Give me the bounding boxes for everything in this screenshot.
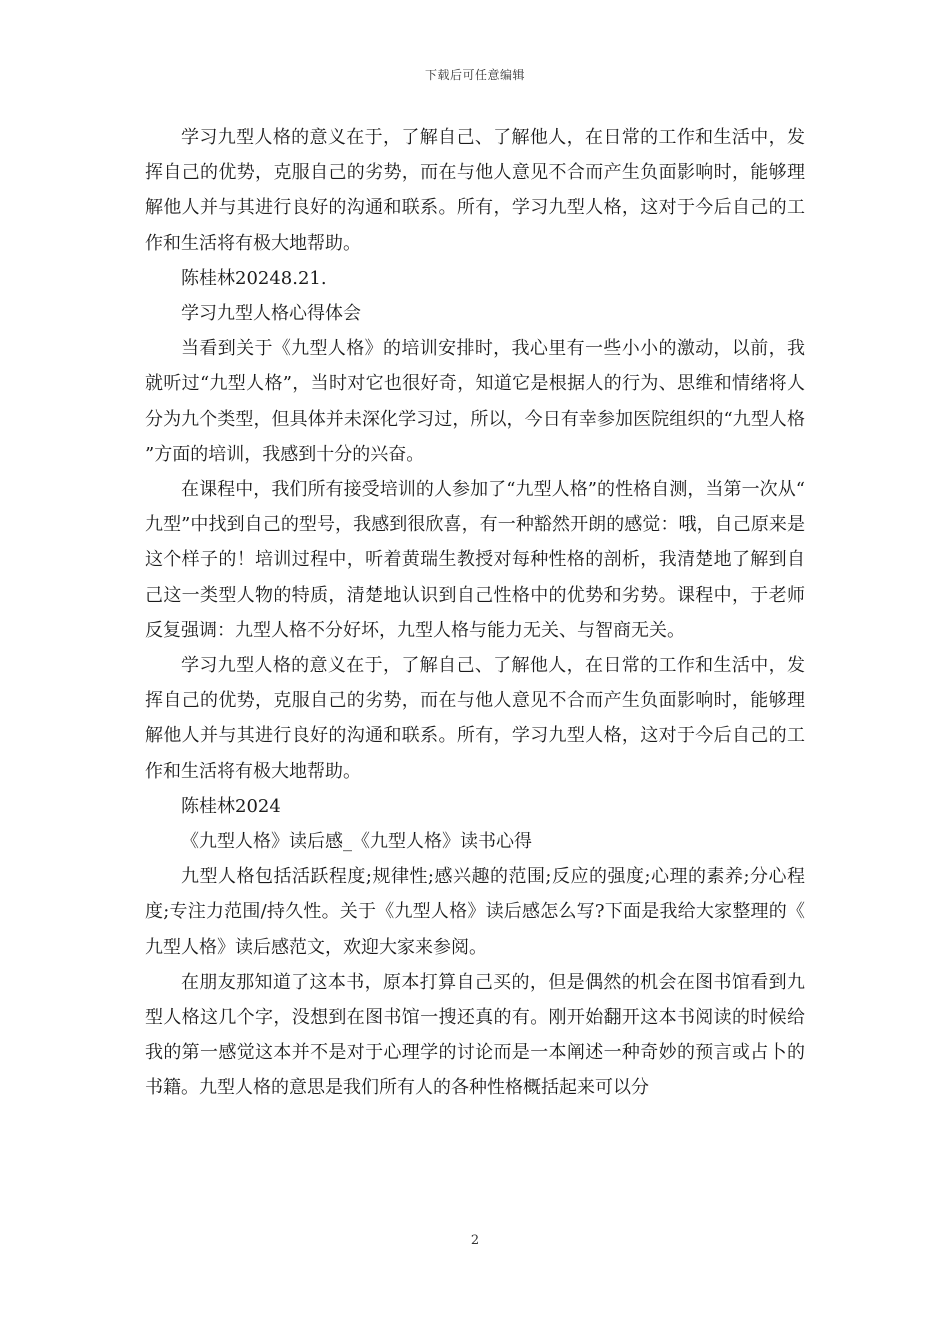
paragraph-section-title: 学习九型人格心得体会 <box>181 303 361 325</box>
paragraph-article-title: 《九型人格》读后感_《九型人格》读书心得 <box>181 831 532 853</box>
paragraph-reading: 在朋友那知道了这本书，原本打算自己买的，但是偶然的机会在图书馆看到九型人格这几个字，没想到在图书馆一搜还真的有。刚开始翻开这本书阅读的时候给我的第一感觉这本并不是对于心理学的讨论而是一本阐述一种奇妙的预言或占卜的书籍。九型人格的意思是我们所有人的各种性格概括起来可以分 <box>145 971 805 1099</box>
page-number: 2 <box>470 1233 480 1248</box>
document-body <box>145 120 805 1106</box>
page-header: 下载后可任意编辑 <box>424 68 525 82</box>
paragraph-course: 在课程中，我们所有接受培训的人参加了“九型人格”的性格自测，当第一次从“九型”中找到自己的型号，我感到很欣喜，有一种豁然开朗的感觉：哦，自己原来是这个样子的！培训过程中，听着黄瑞生教授对每种性格的剖析，我清楚地了解到自己这一类型人物的特质，清楚地认识到自己性格中的优势和劣势。课程中，于老师反复强调：九型人格不分好坏，九型人格与能力无关、与智商无关。 <box>145 479 805 641</box>
paragraph-significance-repeat: 学习九型人格的意义在于，了解自己、了解他人，在日常的工作和生活中，发挥自己的优势，克服自己的劣势，而在与他人意见不合而产生负面影响时，能够理解他人并与其进行良好的沟通和联系。所有，学习九型人格，这对于今后自己的工作和生活将有极大地帮助。 <box>145 655 805 782</box>
paragraph-signature: 陈桂林2024 <box>181 795 281 817</box>
paragraph-intro: 当看到关于《九型人格》的培训安排时，我心里有一些小小的激动，以前，我就听过“九型人格”，当时对它也很好奇，知道它是根据人的行为、思维和情绪将人分为九个类型，但具体并未深化学习过，所以，今日有幸参加医院组织的“九型人格”方面的培训，我感到十分的兴奋。 <box>145 338 805 465</box>
paragraph-significance: 学习九型人格的意义在于，了解自己、了解他人，在日常的工作和生活中，发挥自己的优势，克服自己的劣势，而在与他人意见不合而产生负面影响时，能够理解他人并与其进行良好的沟通和联系。所有，学习九型人格，这对于今后自己的工作和生活将有极大地帮助。 <box>145 127 805 254</box>
paragraph-summary: 九型人格包括活跃程度;规律性;感兴趣的范围;反应的强度;心理的素养;分心程度;专注力范围/持久性。关于《九型人格》读后感怎么写?下面是我给大家整理的《九型人格》读后感范文，欢迎大家来参阅。 <box>145 866 805 958</box>
paragraph-signature-date: 陈桂林20248.21. <box>181 267 327 289</box>
